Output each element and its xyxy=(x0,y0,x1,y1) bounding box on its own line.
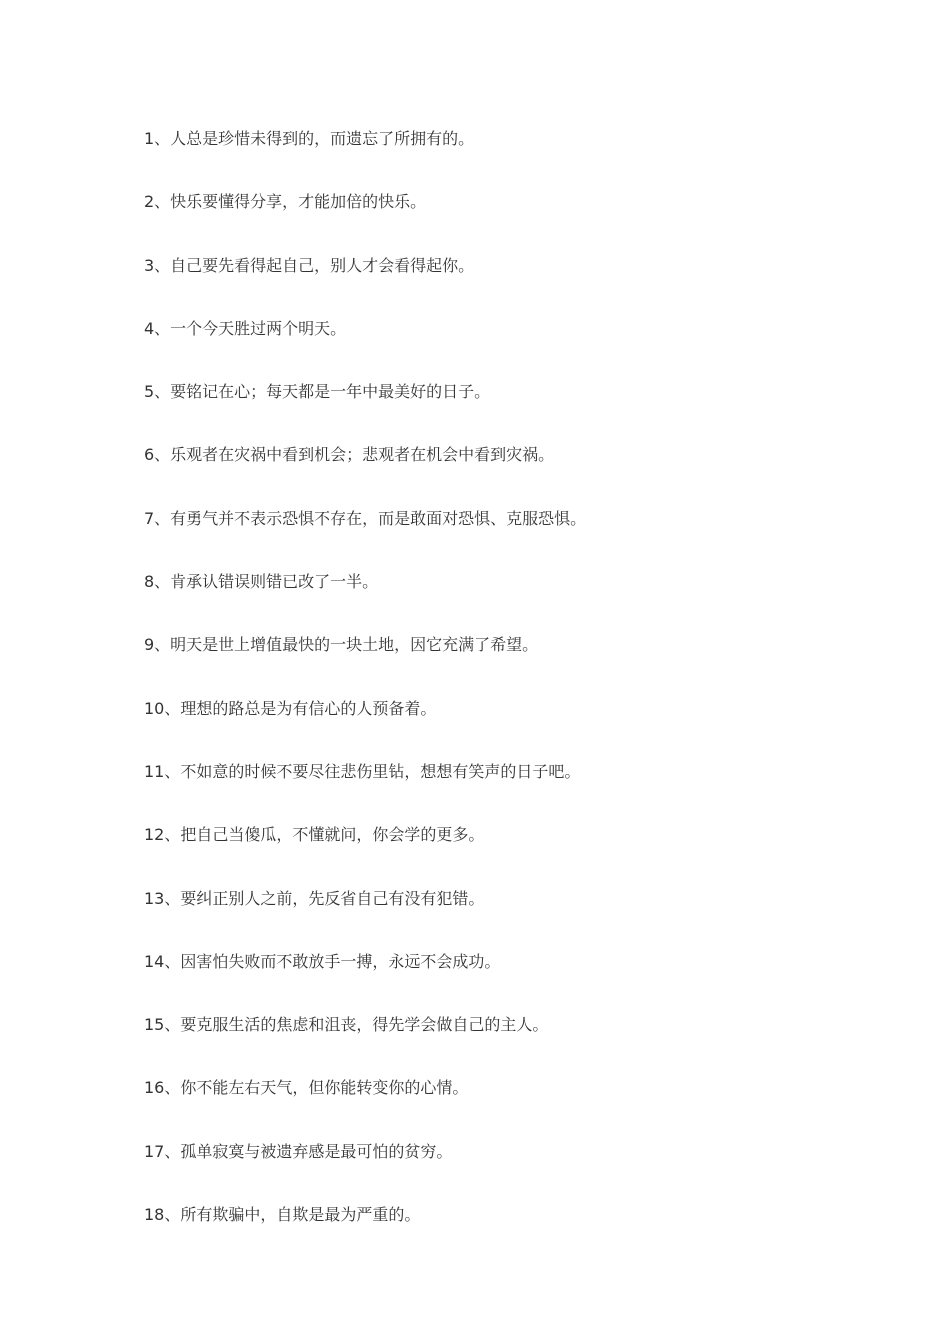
list-item: 3、自己要先看得起自己，别人才会看得起你。 xyxy=(144,255,475,275)
list-item: 4、一个今天胜过两个明天。 xyxy=(144,318,347,338)
list-item: 10、理想的路总是为有信心的人预备着。 xyxy=(144,698,437,718)
list-item: 6、乐观者在灾祸中看到机会；悲观者在机会中看到灾祸。 xyxy=(144,445,555,465)
list-item: 7、有勇气并不表示恐惧不存在，而是敢面对恐惧、克服恐惧。 xyxy=(144,508,587,528)
list-item: 8、肯承认错误则错已改了一半。 xyxy=(144,572,379,592)
list-item: 16、你不能左右天气，但你能转变你的心情。 xyxy=(144,1078,469,1098)
quote-list xyxy=(144,124,904,1263)
list-item: 12、把自己当傻瓜，不懂就问，你会学的更多。 xyxy=(144,825,485,845)
list-item: 1、人总是珍惜未得到的，而遗忘了所拥有的。 xyxy=(144,129,475,148)
list-item: 13、要纠正别人之前，先反省自己有没有犯错。 xyxy=(144,888,485,908)
list-item: 2、快乐要懂得分享，才能加倍的快乐。 xyxy=(144,192,427,212)
list-item: 15、要克服生活的焦虑和沮丧，得先学会做自己的主人。 xyxy=(144,1015,549,1035)
list-item: 5、要铭记在心；每天都是一年中最美好的日子。 xyxy=(144,382,491,402)
list-item: 14、因害怕失败而不敢放手一搏，永远不会成功。 xyxy=(144,951,501,971)
list-item: 18、所有欺骗中，自欺是最为严重的。 xyxy=(144,1205,421,1225)
list-item: 17、孤单寂寞与被遗弃感是最可怕的贫穷。 xyxy=(144,1141,453,1161)
list-item: 11、不如意的时候不要尽往悲伤里钻，想想有笑声的日子吧。 xyxy=(144,761,581,781)
list-item: 9、明天是世上增值最快的一块土地，因它充满了希望。 xyxy=(144,635,539,655)
